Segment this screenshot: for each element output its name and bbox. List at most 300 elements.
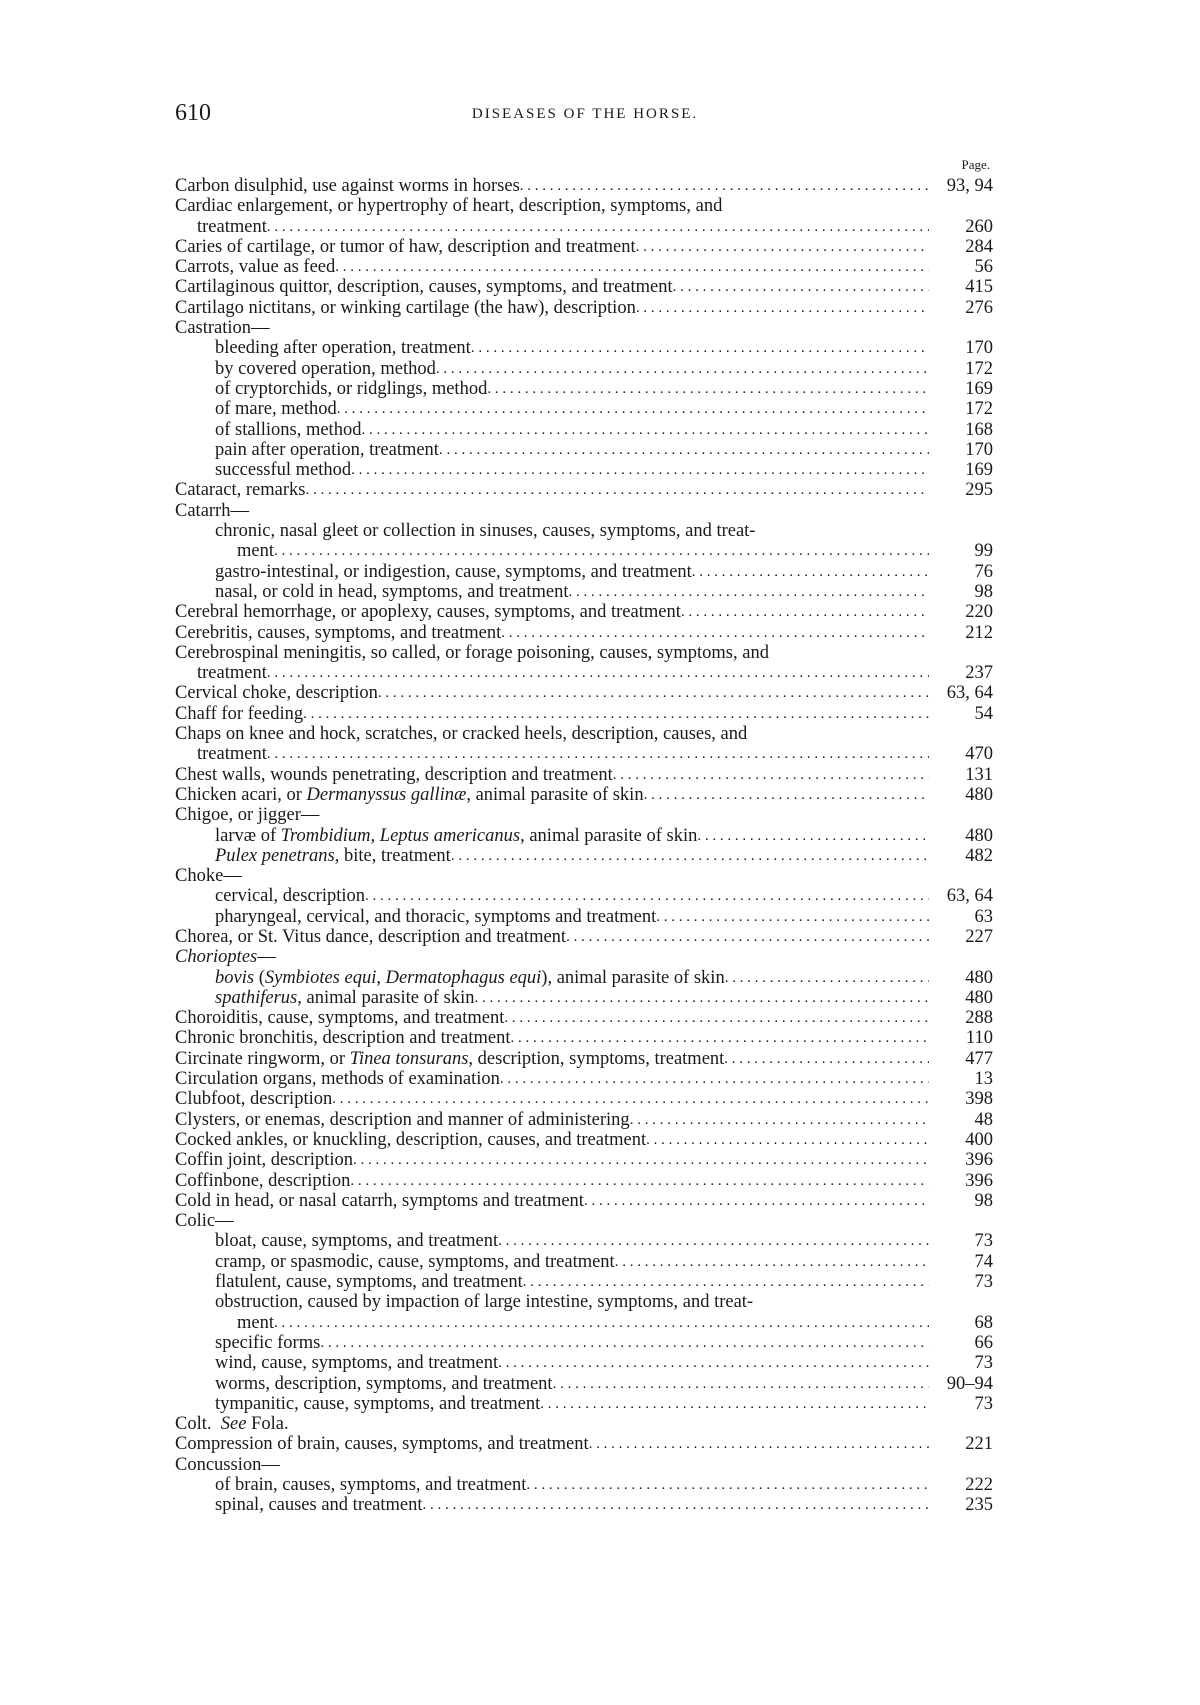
- index-entry: [175, 1231, 993, 1251]
- dot-leader: [274, 541, 929, 561]
- entry-text-part: treatment: [197, 663, 267, 684]
- entry-text: [175, 501, 249, 521]
- entry-text: [175, 1171, 350, 1191]
- dot-leader: [584, 1191, 929, 1211]
- dot-leader: [350, 1171, 929, 1191]
- entry-text-part: ment: [237, 1312, 274, 1333]
- entry-text-part: Cocked ankles, or knuckling, description, causes, and treatment: [175, 1129, 647, 1150]
- index-entry: [175, 541, 993, 561]
- entry-page-ref: [929, 521, 993, 541]
- entry-text-part: tympanitic, cause, symptoms, and treatment: [215, 1393, 541, 1414]
- entry-text: [175, 379, 487, 399]
- entry-text-part: Clubfoot, description: [175, 1089, 333, 1110]
- index-entry: [175, 440, 993, 460]
- entry-text-part: , bite, treatment: [334, 845, 451, 866]
- index-entry: [175, 785, 993, 805]
- entry-text: [175, 927, 566, 947]
- entry-text-part: Compression of brain, causes, symptoms, and treatment: [175, 1434, 589, 1455]
- dot-leader: [474, 988, 929, 1008]
- dot-leader: [270, 318, 929, 338]
- dot-leader: [249, 501, 929, 521]
- index-entry: [175, 886, 993, 906]
- entry-page-ref: 98: [974, 581, 993, 602]
- entry-text-part: Cerebritis, causes, symptoms, and treatment: [175, 622, 502, 643]
- index-entry: [175, 1374, 993, 1394]
- entry-text-part: obstruction, caused by impaction of large intestine, symptoms, and treat-: [215, 1292, 754, 1313]
- dot-leader: [769, 643, 929, 663]
- entry-text: [175, 988, 474, 1008]
- entry-page-ref: [929, 196, 993, 216]
- index-entry: [175, 562, 993, 582]
- entry-page-ref: [929, 318, 993, 338]
- index-entry: [175, 1475, 993, 1495]
- dot-leader: [553, 1374, 929, 1394]
- index-entry: [175, 805, 993, 825]
- page-column-label: Page.: [961, 157, 990, 172]
- index-entry: [175, 1414, 993, 1434]
- dot-leader: [234, 1211, 929, 1231]
- index-entry: [175, 1008, 993, 1028]
- dot-leader: [320, 1333, 929, 1353]
- index-entry: [175, 501, 993, 521]
- entry-text: [175, 765, 613, 785]
- index-entry: [175, 1130, 993, 1150]
- dot-leader: [337, 399, 929, 419]
- index-entry: [175, 1211, 993, 1231]
- entry-page-ref: 170: [965, 338, 993, 359]
- index-entry: [175, 1191, 993, 1211]
- entry-text: [175, 663, 267, 683]
- entry-text-part: wind, cause, symptoms, and treatment: [215, 1353, 499, 1374]
- dot-leader: [755, 521, 929, 541]
- dot-leader: [351, 460, 929, 480]
- entry-text-part: Circinate ringworm, or: [175, 1048, 350, 1069]
- entry-page-ref: 477: [965, 1048, 993, 1069]
- dot-leader: [501, 623, 929, 643]
- entry-page-ref: 99: [974, 541, 993, 562]
- entry-text-part: larvæ of: [215, 825, 281, 846]
- dot-leader: [644, 785, 929, 805]
- entry-text: [175, 257, 335, 277]
- running-header: [175, 100, 995, 130]
- entry-text-part: treatment: [197, 216, 267, 237]
- entry-page-ref: [929, 1292, 993, 1312]
- entry-page-ref: 73: [974, 1231, 993, 1252]
- entry-page-ref: 76: [974, 561, 993, 582]
- entry-page-ref: [929, 805, 993, 825]
- index-entry: [175, 1069, 993, 1089]
- entry-page-ref: 63: [974, 906, 993, 927]
- dot-leader: [589, 1434, 929, 1454]
- entry-page-ref: 235: [965, 1495, 993, 1516]
- entry-text: [175, 1374, 553, 1394]
- entry-page-ref: 63, 64: [946, 683, 993, 704]
- entry-page-ref: 54: [974, 703, 993, 724]
- entry-text-italic: spathiferus: [215, 987, 298, 1008]
- entry-text-part: —: [257, 947, 276, 968]
- entry-page-ref: 415: [965, 277, 993, 298]
- index-entry: [175, 1171, 993, 1191]
- dot-leader: [378, 683, 929, 703]
- entry-page-ref: 74: [974, 1251, 993, 1272]
- index-entry: [175, 379, 993, 399]
- index-entry: [175, 257, 993, 277]
- entry-page-ref: [929, 1414, 993, 1434]
- entry-text-part: Colic—: [175, 1211, 234, 1232]
- entry-text-part: Carbon disulphid, use against worms in horses: [175, 176, 520, 196]
- dot-leader: [673, 277, 929, 297]
- entry-text-part: cramp, or spasmodic, cause, symptoms, and treatment: [215, 1251, 615, 1272]
- entry-text-part: Chicken acari, or: [175, 784, 307, 805]
- entry-page-ref: 68: [974, 1312, 993, 1333]
- entry-text: [175, 1069, 500, 1089]
- entry-page-ref: [929, 724, 993, 744]
- entry-page-ref: 73: [974, 1272, 993, 1293]
- entry-text-part: Chigoe, or jigger—: [175, 805, 320, 826]
- entry-page-ref: 470: [965, 744, 993, 765]
- entry-page-ref: 396: [965, 1170, 993, 1191]
- dot-leader: [692, 562, 929, 582]
- entry-page-ref: 222: [965, 1475, 993, 1495]
- index-entry: [175, 927, 993, 947]
- entry-text: [175, 1252, 615, 1272]
- entry-text: [175, 1353, 498, 1373]
- index-entry: [175, 744, 993, 764]
- entry-text: [175, 805, 319, 825]
- index-entry: [175, 582, 993, 602]
- dot-leader: [523, 1272, 929, 1292]
- entry-text: [175, 399, 337, 419]
- entry-page-ref: 227: [965, 926, 993, 947]
- index-entry: [175, 1110, 993, 1130]
- entry-text-part: Coffin joint, description: [175, 1150, 353, 1171]
- dot-leader: [724, 1049, 929, 1069]
- index-entry: [175, 1434, 993, 1454]
- index-entry: [175, 683, 993, 703]
- entry-text-part: successful method: [215, 460, 352, 481]
- dot-leader: [439, 440, 929, 460]
- entry-text-part: chronic, nasal gleet or collection in sinuses, causes, symptoms, and treat-: [215, 521, 756, 542]
- dot-leader: [335, 257, 929, 277]
- index-entries: [175, 176, 993, 1516]
- entry-text-part: Cerebrospinal meningitis, so called, or forage poisoning, causes, symptoms, and: [175, 642, 769, 663]
- entry-text-part: Choroiditis, cause, symptoms, and treatment: [175, 1008, 505, 1029]
- entry-text: [175, 277, 673, 297]
- entry-text: [175, 1434, 589, 1454]
- dot-leader: [487, 379, 929, 399]
- entry-page-ref: 172: [965, 358, 993, 379]
- entry-page-ref: 168: [965, 419, 993, 440]
- entry-text-part: Cartilago nictitans, or winking cartilage (the haw), description: [175, 297, 636, 318]
- entry-page-ref: 260: [965, 216, 993, 237]
- entry-text: [175, 744, 267, 764]
- index-entry: [175, 765, 993, 785]
- entry-text-italic: Chorioptes: [175, 947, 258, 968]
- index-entry: [175, 521, 993, 541]
- index-entry: [175, 480, 993, 500]
- entry-text: [175, 196, 722, 216]
- dot-leader: [471, 338, 929, 358]
- dot-leader: [540, 1394, 929, 1414]
- dot-leader: [520, 176, 929, 196]
- entry-text-part: Colt.: [175, 1414, 221, 1435]
- entry-page-ref: 63, 64: [946, 886, 993, 907]
- entry-text-part: Coffinbone, description: [175, 1170, 351, 1191]
- entry-text-part: by covered operation, method: [215, 358, 436, 379]
- entry-text: [175, 1455, 280, 1475]
- entry-text: [175, 968, 725, 988]
- entry-text: [175, 1414, 289, 1434]
- dot-leader: [566, 927, 929, 947]
- entry-text: [175, 947, 276, 967]
- entry-text-italic: Tinea tonsurans: [349, 1048, 469, 1069]
- entry-page-ref: 93, 94: [946, 176, 993, 196]
- entry-text: [175, 1049, 724, 1069]
- index-entry: [175, 1272, 993, 1292]
- dot-leader: [276, 947, 929, 967]
- index-entry: [175, 724, 993, 744]
- entry-text: [175, 562, 692, 582]
- entry-text: [175, 480, 305, 500]
- entry-page-ref: [929, 1455, 993, 1475]
- entry-text: [175, 785, 644, 805]
- entry-text-part: Cerebral hemorrhage, or apoplexy, causes, symptoms, and treatment: [175, 602, 681, 623]
- entry-text: [175, 1272, 523, 1292]
- dot-leader: [353, 1150, 929, 1170]
- dot-leader: [267, 217, 929, 237]
- entry-page-ref: 66: [974, 1332, 993, 1353]
- entry-text-italic: Dermanyssus gallinæ: [306, 784, 467, 805]
- dot-leader: [504, 1008, 929, 1028]
- entry-text-part: nasal, or cold in head, symptoms, and treatment: [215, 581, 569, 602]
- dot-leader: [615, 1252, 929, 1272]
- entry-text: [175, 521, 755, 541]
- entry-text-part: of mare, method: [215, 399, 337, 420]
- entry-text-part: Chorea, or St. Vitus dance, description and treatment: [175, 926, 567, 947]
- index-entry: [175, 643, 993, 663]
- entry-text: [175, 359, 436, 379]
- index-entry: [175, 866, 993, 886]
- entry-text: [175, 846, 451, 866]
- entry-text: [175, 1333, 320, 1353]
- entry-text-italic: Symbiotes equi, Dermatophagus equi: [264, 967, 542, 988]
- entry-text-part: Cervical choke, description: [175, 683, 378, 704]
- entry-text-part: Chaff for feeding: [175, 703, 304, 724]
- index-entry: [175, 1455, 993, 1475]
- entry-page-ref: [929, 947, 993, 967]
- index-entry: [175, 176, 993, 196]
- dot-leader: [526, 1475, 929, 1495]
- dot-leader: [289, 1414, 929, 1434]
- entry-text: [175, 724, 747, 744]
- entry-page-ref: 73: [974, 1353, 993, 1374]
- dot-leader: [568, 582, 929, 602]
- entry-text: [175, 602, 681, 622]
- entry-page-ref: 480: [965, 967, 993, 988]
- index-entry: [175, 1049, 993, 1069]
- entry-text: [175, 460, 351, 480]
- index-entry: [175, 217, 993, 237]
- entry-text-part: Castration—: [175, 318, 270, 339]
- entry-text: [175, 826, 697, 846]
- entry-text: [175, 907, 656, 927]
- entry-text: [175, 318, 270, 338]
- index-entry: [175, 947, 993, 967]
- index-entry: [175, 277, 993, 297]
- entry-page-ref: 480: [965, 987, 993, 1008]
- entry-text: [175, 1475, 526, 1495]
- entry-text: [175, 176, 520, 196]
- entry-text-part: worms, description, symptoms, and treatment: [215, 1373, 553, 1394]
- entry-text: [175, 886, 365, 906]
- entry-text: [175, 1292, 753, 1312]
- entry-text-part: , description, symptoms, treatment: [468, 1048, 725, 1069]
- entry-text-part: specific forms: [215, 1332, 321, 1353]
- entry-text: [175, 1211, 234, 1231]
- entry-page-ref: [929, 501, 993, 521]
- entry-page-ref: 169: [965, 378, 993, 399]
- entry-text: [175, 643, 769, 663]
- entry-text: [175, 338, 471, 358]
- dot-leader: [725, 968, 929, 988]
- entry-text-part: gastro-intestinal, or indigestion, cause, symptoms, and treatment: [215, 561, 692, 582]
- entry-text: [175, 1089, 332, 1109]
- entry-text-part: spinal, causes and treatment: [215, 1495, 423, 1516]
- entry-text: [175, 440, 439, 460]
- entry-text: [175, 582, 568, 602]
- dot-leader: [500, 1069, 929, 1089]
- dot-leader: [365, 886, 929, 906]
- entry-page-ref: 212: [965, 622, 993, 643]
- dot-leader: [423, 1495, 929, 1515]
- index-entry: [175, 1292, 993, 1312]
- index-entry: [175, 298, 993, 318]
- entry-text-part: Chest walls, wounds penetrating, description and treatment: [175, 764, 613, 785]
- dot-leader: [332, 1089, 929, 1109]
- entry-text-italic: See: [220, 1414, 247, 1435]
- entry-text-part: bleeding after operation, treatment: [215, 338, 471, 359]
- entry-text-italic: Trombidium, Leptus americanus: [280, 825, 521, 846]
- index-entry: [175, 399, 993, 419]
- index-entry: [175, 359, 993, 379]
- entry-page-ref: 482: [965, 845, 993, 866]
- index-entry: [175, 1313, 993, 1333]
- dot-leader: [361, 420, 929, 440]
- index-entry: [175, 1333, 993, 1353]
- entry-text-part: pain after operation, treatment: [215, 439, 439, 460]
- entry-text: [175, 217, 267, 237]
- entry-text: [175, 1008, 504, 1028]
- entry-text-part: , animal parasite of skin: [466, 784, 644, 805]
- entry-page-ref: 237: [965, 663, 993, 684]
- entry-text-part: Cataract, remarks: [175, 480, 306, 501]
- index-entry: [175, 338, 993, 358]
- entry-text-italic: bovis: [215, 967, 255, 988]
- entry-page-ref: [929, 1211, 993, 1231]
- entry-text: [175, 1313, 274, 1333]
- index-entry: [175, 1028, 993, 1048]
- entry-text: [175, 1495, 423, 1515]
- entry-page-ref: 480: [965, 825, 993, 846]
- index-entry: [175, 1394, 993, 1414]
- index-entry: [175, 602, 993, 622]
- dot-leader: [630, 1110, 929, 1130]
- dot-leader: [274, 1313, 929, 1333]
- index-entry: [175, 460, 993, 480]
- entry-text: [175, 298, 636, 318]
- entry-text-part: cervical, description: [215, 886, 365, 907]
- entry-page-ref: 73: [974, 1393, 993, 1414]
- entry-page-ref: 400: [965, 1129, 993, 1150]
- entry-text-part: Cardiac enlargement, or hypertrophy of heart, description, symptoms, and: [175, 196, 723, 217]
- entry-text: [175, 1150, 353, 1170]
- index-entry: [175, 988, 993, 1008]
- dot-leader: [613, 765, 929, 785]
- index-entry: [175, 1089, 993, 1109]
- entry-text-part: Circulation organs, methods of examination: [175, 1069, 500, 1090]
- entry-page-ref: 221: [965, 1434, 993, 1455]
- entry-page-ref: 98: [974, 1190, 993, 1211]
- dot-leader: [303, 704, 929, 724]
- entry-text: [175, 1110, 630, 1130]
- index-entry: [175, 826, 993, 846]
- entry-text-part: Caries of cartilage, or tumor of haw, description and treatment: [175, 236, 636, 257]
- entry-text-part: Clysters, or enemas, description and manner of administering: [175, 1109, 630, 1130]
- dot-leader: [319, 805, 929, 825]
- entry-text-part: , animal parasite of skin: [520, 825, 698, 846]
- entry-page-ref: 90–94: [946, 1373, 993, 1394]
- entry-text: [175, 623, 501, 643]
- entry-page-ref: 48: [974, 1109, 993, 1130]
- index-entry: [175, 237, 993, 257]
- dot-leader: [267, 744, 929, 764]
- entry-page-ref: 13: [974, 1069, 993, 1090]
- entry-text: [175, 1191, 584, 1211]
- index-entry: [175, 663, 993, 683]
- dot-leader: [510, 1028, 929, 1048]
- entry-text-part: of brain, causes, symptoms, and treatment: [215, 1475, 527, 1495]
- index-entry: [175, 1353, 993, 1373]
- entry-text: [175, 704, 303, 724]
- index-entry: [175, 1150, 993, 1170]
- entry-text-part: flatulent, cause, symptoms, and treatment: [215, 1272, 523, 1293]
- index-entry: [175, 704, 993, 724]
- dot-leader: [436, 359, 929, 379]
- dot-leader: [656, 907, 929, 927]
- dot-leader: [747, 724, 929, 744]
- entry-page-ref: 110: [965, 1028, 993, 1049]
- dot-leader: [305, 480, 929, 500]
- entry-text: [175, 1231, 498, 1251]
- entry-text-part: , animal parasite of skin: [297, 987, 475, 1008]
- entry-text: [175, 866, 242, 886]
- entry-text-part: Choke—: [175, 866, 242, 887]
- dot-leader: [681, 602, 929, 622]
- entry-page-ref: 56: [974, 257, 993, 278]
- entry-text-part: Fola.: [246, 1414, 289, 1435]
- entry-text: [175, 1394, 540, 1414]
- entry-page-ref: 295: [965, 480, 993, 501]
- entry-page-ref: 131: [965, 764, 993, 785]
- entry-text-part: treatment: [197, 744, 267, 765]
- index-entry: [175, 318, 993, 338]
- dot-leader: [636, 298, 929, 318]
- entry-page-ref: 170: [965, 439, 993, 460]
- dot-leader: [498, 1231, 929, 1251]
- index-entry: [175, 968, 993, 988]
- entry-page-ref: 288: [965, 1008, 993, 1029]
- entry-text-part: Catarrh—: [175, 500, 249, 521]
